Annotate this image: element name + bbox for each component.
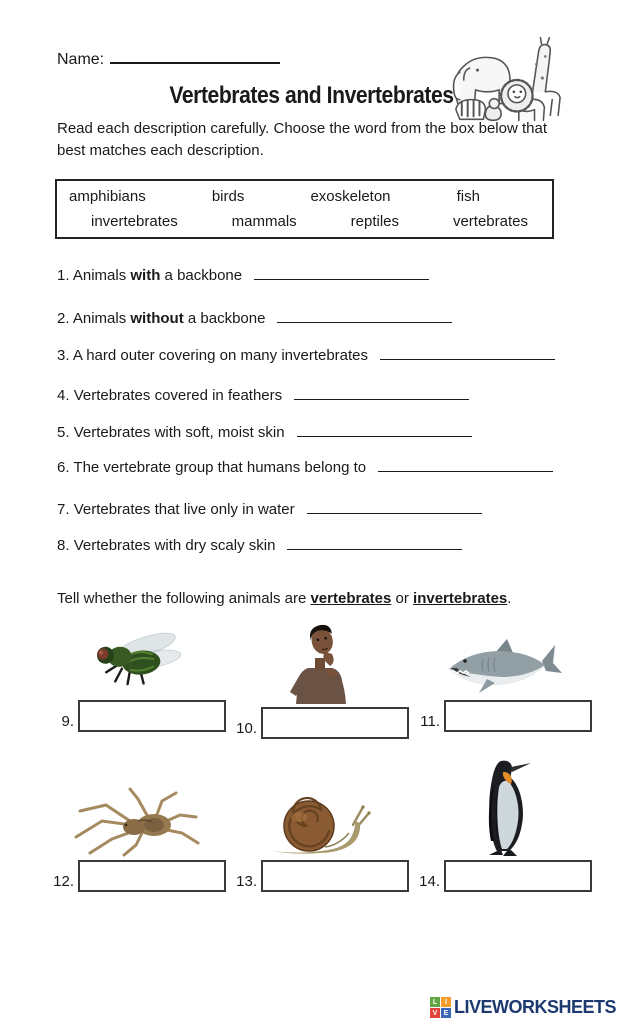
man-thinking-image <box>231 616 409 704</box>
instructions-text: Read each description carefully. Choose the word from the box below that best matches each description. <box>57 120 547 159</box>
logo-square-i: I <box>441 997 451 1007</box>
question-4: 4. Vertebrates covered in feathers <box>57 386 469 404</box>
logo-square-v: V <box>430 1008 440 1018</box>
question-3-answer-blank[interactable] <box>380 346 555 360</box>
answer-row-11 <box>414 700 592 732</box>
answer-box-14[interactable] <box>444 860 592 892</box>
word-bank-row-1 <box>57 188 552 205</box>
spider-image <box>48 756 226 857</box>
word-vertebrates: vertebrates <box>452 212 528 230</box>
question-7: 7. Vertebrates that live only in water <box>57 500 482 518</box>
question-6-answer-blank[interactable] <box>378 458 553 472</box>
answer-number-12: 12. <box>53 873 74 890</box>
animal-cell-9 <box>48 616 226 732</box>
question-4-answer-blank[interactable] <box>294 386 469 400</box>
section2-instruction: Tell whether the following animals are vertebrates or invertebrates. <box>57 590 512 607</box>
question-2-answer-blank[interactable] <box>277 309 452 323</box>
question-5-answer-blank[interactable] <box>297 423 472 437</box>
brand-name: LIVEWORKSHEETS <box>453 997 616 1017</box>
answer-row-12 <box>48 860 226 892</box>
answer-box-12[interactable] <box>78 860 226 892</box>
snail-image <box>231 756 409 857</box>
word-bank-row-2 <box>57 213 552 230</box>
animal-cell-13 <box>231 756 409 892</box>
answer-box-10[interactable] <box>261 707 409 739</box>
question-1-answer-blank[interactable] <box>254 266 429 280</box>
word-exoskeleton: exoskeleton <box>310 188 391 206</box>
question-8-answer-blank[interactable] <box>287 536 462 550</box>
logo-square-l: L <box>430 997 440 1007</box>
word-reptiles: reptiles <box>350 212 399 230</box>
answer-row-13 <box>231 860 409 892</box>
answer-number-13: 13. <box>236 873 257 890</box>
question-2: 2. Animals without a backbone <box>57 309 452 327</box>
shark-image <box>414 616 592 697</box>
question-7-answer-blank[interactable] <box>307 500 482 514</box>
answer-number-10: 10. <box>236 720 257 737</box>
answer-number-14: 14. <box>419 873 440 890</box>
word-mammals: mammals <box>231 212 297 230</box>
answer-row-9 <box>48 700 226 732</box>
liveworksheets-footer <box>430 997 616 1018</box>
answer-number-11: 11. <box>420 713 440 730</box>
word-fish: fish <box>456 188 480 206</box>
word-amphibians: amphibians <box>69 188 146 206</box>
answer-box-9[interactable] <box>78 700 226 732</box>
animal-cell-11 <box>414 616 592 732</box>
answer-row-10 <box>231 707 409 739</box>
answer-number-9: 9. <box>61 713 74 730</box>
liveworksheets-logo-icon <box>430 997 451 1018</box>
answer-box-13[interactable] <box>261 860 409 892</box>
name-label: Name: <box>57 51 105 68</box>
word-invertebrates: invertebrates <box>91 212 178 230</box>
safari-animals-clipart-image <box>448 34 566 124</box>
page-title: Vertebrates and Invertebrates <box>169 82 454 109</box>
animal-cell-10 <box>231 616 409 737</box>
animal-cell-14 <box>414 756 592 892</box>
word-bank-box <box>55 179 554 239</box>
question-6: 6. The vertebrate group that humans belong to <box>57 458 553 476</box>
name-row <box>57 48 280 69</box>
penguin-image <box>414 756 592 857</box>
animal-cell-12 <box>48 756 226 892</box>
fly-image <box>48 616 226 697</box>
word-birds: birds <box>211 188 245 206</box>
answer-box-11[interactable] <box>444 700 592 732</box>
question-3: 3. A hard outer covering on many invertebrates <box>57 346 555 364</box>
question-1: 1. Animals with a backbone <box>57 266 429 284</box>
logo-square-e: E <box>441 1008 451 1018</box>
question-8: 8. Vertebrates with dry scaly skin <box>57 536 462 554</box>
name-blank[interactable] <box>110 48 280 64</box>
answer-row-14 <box>414 860 592 892</box>
question-5: 5. Vertebrates with soft, moist skin <box>57 423 472 441</box>
